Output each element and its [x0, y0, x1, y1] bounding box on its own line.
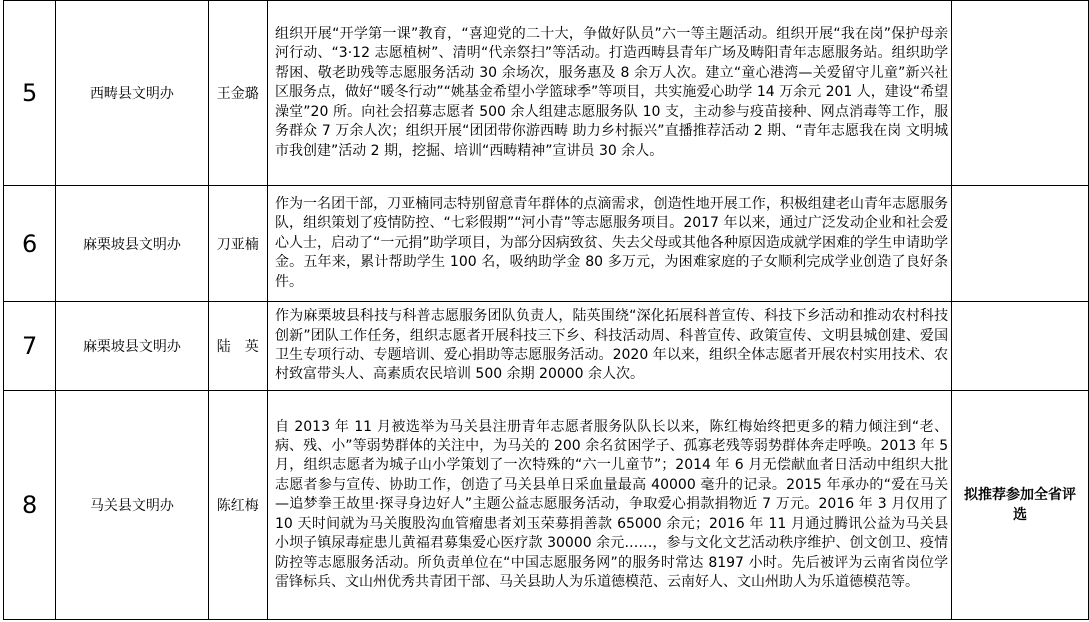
table-row: [4, 186, 1089, 302]
remark-cell: [952, 186, 1089, 302]
remark-cell: 拟推荐参加全省评选: [952, 391, 1089, 620]
deed-text: 作为麻栗坡县科技与科普志愿服务团队负责人，陆英围绕“深化拓展科普宣传、科技下乡活动和推动农村科技创新”团队工作任务，组织志愿者开展科技三下乡、科技活动周、科普宣传、政策宣传、文明县城创建、爱国卫生专项行动、专题培训、爱心捐助等志愿服务活动。2020 年以来，组织全体志愿者开展农村实用技术、农村致富带头人、高素质农民培训 500 余期 20000 余人次。: [274, 308, 949, 383]
row-number: 7: [4, 302, 56, 391]
nominating-unit: 麻栗坡县文明办: [56, 186, 208, 302]
deed-text: 作为一名团干部，刀亚楠同志特别留意青年群体的点滴需求，创造性地开展工作，积极组建老山青年志愿服务队，组织策划了疫情防控、“七彩假期”“河小青”等志愿服务项目。2017 年以来，通过广泛发动企业和社会爱心人士，启动了“一元捐”助学项目，为部分因病致贫、失去父母或其他各种原因造成就学困难的学生申请助学金。五年来，累计帮助学生 100 名，吸纳助学金 80 多万元，为困难家庭的子女顺利完成学业创造了良好条件。: [274, 195, 949, 290]
remark-cell: [952, 302, 1089, 391]
row-number: 5: [4, 1, 56, 186]
deed-description: [267, 391, 951, 620]
nominee-name: 陈红梅: [208, 391, 267, 620]
nominee-table: [3, 0, 1089, 620]
deed-description: [267, 302, 951, 391]
table-row: [4, 302, 1089, 391]
row-number: 8: [4, 391, 56, 620]
table-row: [4, 1, 1089, 186]
table-row: [4, 391, 1089, 620]
remark-cell: [952, 1, 1089, 186]
nominee-name: 刀亚楠: [208, 186, 267, 302]
deed-text: 自 2013 年 11 月被选举为马关县注册青年志愿者服务队队长以来，陈红梅始终把更多的精力倾注到“老、病、残、小”等弱势群体的关注中，为马关的 200 余名贫困学子、孤寡老残等弱势群体奔走呼唤。2013 年 5 月，组织志愿者为城子山小学策划了一次特殊的“六一儿童节”；2014 年 6 月无偿献血者日活动中组织大批志愿者参与宣传、协助工作，创造了马关县单日采血量最高 40000 毫升的记录。2015 年承办的“爱在马关—追梦拳王故里·探寻身边好人”主题公益志愿服务活动，争取爱心捐款捐物近 7 万元。2016 年 3 月仅用了 10 天时间就为马关腹股沟血管瘤患者刘玉荣募捐善款 65000 余元；2016 年 11 月通过腾讯公益为马关县小坝子镇尿毒症患儿黄福君募集爱心医疗款 30000 余元……，参与文化文艺活动秩序维护、创文创卫、疫情防控等志愿服务活动。所负责单位在“中国志愿服务网”的服务时常达 8197 小时。先后被评为云南省岗位学雷锋标兵、文山州优秀共青团干部、马关县助人为乐道德模范、云南好人、文山州助人为乐道德模范等。: [274, 418, 949, 590]
deed-text: 组织开展“开学第一课”教育，“喜迎党的二十大，争做好队员”六一等主题活动。组织开展“我在岗”保护母亲河行动、“3·12 志愿植树”、清明“代亲祭扫”等活动。打造西畴县青年广场及畴阳青年志愿服务站。组织助学帮困、敬老助残等志愿服务活动 30 余场次，服务惠及 8 余万人次。建立“童心港湾—关爱留守儿童”新兴社区服务点，做好“暖冬行动”“姚基金希望小学篮球季”等项目，共实施爱心助学 14 万余元 201 人，建设“希望澡堂”20 所。向社会招募志愿者 500 余人组建志愿服务队 10 支，主动参与疫苗接种、网点消毒等工作，服务群众 7 万余人次；组织开展“团团带你游西畴 助力乡村振兴”直播推荐活动 2 期、“青年志愿我在岗 文明城市我创建”活动 2 期，挖掘、培训“西畴精神”宣讲员 30 余人。: [274, 26, 949, 159]
nominating-unit: 西畴县文明办: [56, 1, 208, 186]
nominee-name: 王金璐: [208, 1, 267, 186]
nominating-unit: 马关县文明办: [56, 391, 208, 620]
nominating-unit: 麻栗坡县文明办: [56, 302, 208, 391]
nominee-name: 陆 英: [208, 302, 267, 391]
deed-description: [267, 186, 951, 302]
row-number: 6: [4, 186, 56, 302]
deed-description: [267, 1, 951, 186]
